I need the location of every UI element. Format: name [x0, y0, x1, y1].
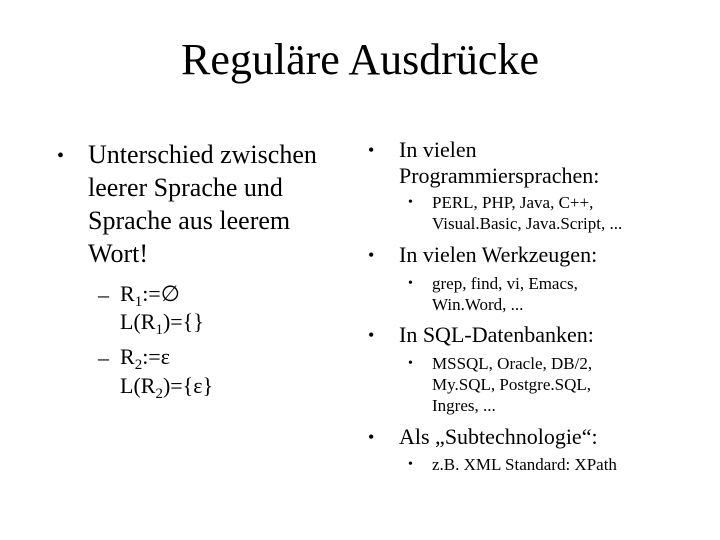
right-sub-line: z.B. XML Standard: XPath: [432, 455, 617, 474]
sub-bullet-icon: •: [408, 276, 413, 291]
left-main-line: leerer Sprache und: [88, 173, 283, 202]
bullet-icon: •: [368, 245, 375, 265]
right-item-line: In vielen Werkzeugen:: [399, 242, 598, 267]
right-sub-line: Win.Word, ...: [432, 295, 524, 314]
r1-definition: $R_1:=\emptyset$: [120, 281, 180, 310]
left-main-line: Wort!: [88, 239, 148, 268]
right-item-line: In vielen: [399, 137, 477, 162]
right-sub-line: Ingres, ...: [432, 396, 496, 415]
right-sub-line: Visual.Basic, Java.Script, ...: [432, 214, 623, 233]
sub-bullet-icon: •: [408, 195, 413, 210]
dash-icon: –: [98, 282, 109, 307]
right-item-line: Programmiersprachen:: [399, 163, 600, 188]
right-sub-line: My.SQL, Postgre.SQL,: [432, 375, 591, 394]
right-sub-line: grep, find, vi, Emacs,: [432, 274, 578, 293]
right-item-line: In SQL-Datenbanken:: [399, 322, 594, 347]
dash-icon: –: [98, 345, 109, 370]
sub-bullet-icon: •: [408, 356, 413, 371]
right-sub-line: PERL, PHP, Java, C++,: [432, 193, 594, 212]
r1-language: $L(R_1)=\{\}$: [120, 309, 204, 338]
r2-language: $L(R_2)=\{\varepsilon\}$: [120, 373, 214, 402]
bullet-icon: •: [368, 325, 375, 345]
slide-title: Reguläre Ausdrücke: [181, 35, 539, 84]
left-main-line: Unterschied zwischen: [88, 140, 317, 169]
bullet-icon: •: [368, 140, 375, 160]
right-item-line: Als „Subtechnologie“:: [399, 424, 598, 449]
right-sub-line: MSSQL, Oracle, DB/2,: [432, 354, 593, 373]
left-main-line: Sprache aus leerem: [88, 206, 291, 235]
sub-bullet-icon: •: [408, 457, 413, 472]
r2-definition: $R_2:=\varepsilon$: [120, 344, 170, 373]
bullet-icon: •: [57, 145, 65, 167]
bullet-icon: •: [368, 427, 375, 447]
